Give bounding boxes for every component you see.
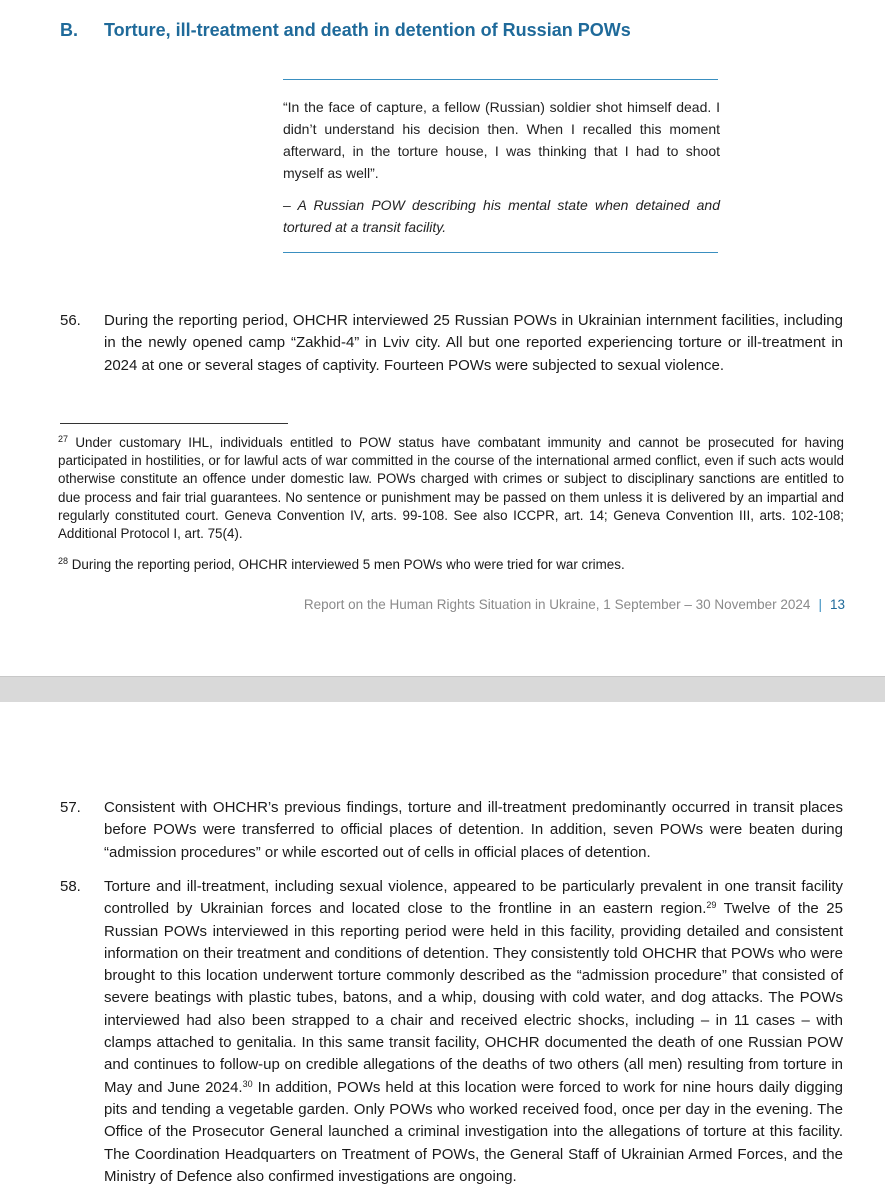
paragraph-57	[60, 797, 843, 864]
pull-quote-attribution: – A Russian POW describing his mental state when detained and tortured at a transit facility.	[283, 197, 720, 235]
quote-top-rule	[283, 79, 718, 80]
footer-separator: |	[818, 597, 822, 612]
paragraph-text	[104, 876, 843, 1188]
page-footer	[270, 597, 845, 612]
footnote-text: Under customary IHL, individuals entitled to POW status have combatant immunity and cannot be prosecuted for having participated in hostilities, or for lawful acts of war committed in the course of the international armed conflict, even if such acts would otherwise constitute an offence under domestic law. POWs charged with crimes or subject to disciplinary sanctions are entitled to due process and fair trial guarantees. No sentence or punishment may be passed on them unless it is delivered by an impartial and regularly constituted court. Geneva Convention IV, arts. 99-108. See also ICCPR, art. 14; Geneva Convention III, arts. 102-108; Additional Protocol I, art. 75(4).	[58, 435, 844, 542]
footnote-marker: 27	[58, 434, 69, 444]
footnote-27	[58, 434, 844, 543]
footnote-separator	[60, 423, 288, 424]
document-page-14	[0, 702, 885, 1200]
paragraph-58	[60, 876, 843, 1188]
page-number: 13	[829, 597, 845, 612]
paragraph-text-part: In addition, POWs held at this location were forced to work for nine hours daily digging pits and tending a vegetable garden. Only POWs who worked received food, once per day in the evening. The Office of the Prosecutor General launched a criminal investigation into the allegations of torture at this facility. The Coordination Headquarters on Treatment of POWs, the General Staff of Ukrainian Armed Forces, and the Ministry of Defence also confirmed investigations are ongoing.	[104, 1078, 843, 1185]
footnote-reference-29[interactable]: 29	[706, 900, 717, 911]
section-number: B.	[60, 20, 78, 40]
footer-report-title: Report on the Human Rights Situation in Ukraine, 1 September – 30 November 2024	[303, 597, 811, 612]
paragraph-text-part: Twelve of the 25 Russian POWs interviewed in this reporting period were held in this facility, providing detailed and consistent information on their treatment and conditions of detention. They consistently told OHCHR that POWs who were brought to this location underwent torture commonly described as the “admission procedure” that consisted of severe beatings with plastic tubes, batons, and a whip, dousing with cold water, and dog attacks. The POWs interviewed had also been strapped to a chair and received electric shocks, including – in 11 cases – with clamps attached to genitalia. In this same transit facility, OHCHR documented the death of one Russian POW and continues to follow-up on credible allegations of the deaths of two others (all men) resulting from torture in May and June 2024.	[104, 900, 843, 1096]
paragraph-text: Consistent with OHCHR’s previous findings, torture and ill-treatment predominantly occurred in transit places before POWs were transferred to official places of detention. In addition, seven POWs were beaten during “admission procedures” or while escorted out of cells in official places of detention.	[104, 799, 843, 861]
quote-bottom-rule	[283, 252, 718, 253]
paragraph-number: 58.	[60, 878, 81, 895]
paragraph-number: 56.	[60, 312, 81, 329]
page-gap	[0, 676, 885, 704]
footnote-28	[58, 556, 844, 574]
section-title: Torture, ill-treatment and death in detention of Russian POWs	[104, 20, 631, 40]
section-heading	[60, 20, 631, 41]
paragraph-56	[60, 310, 843, 377]
footnote-marker: 28	[58, 556, 69, 566]
paragraph-number: 57.	[60, 799, 81, 816]
pull-quote-text: “In the face of capture, a fellow (Russian) soldier shot himself dead. I didn’t understand his decision then. When I recalled this moment afterward, in the torture house, I was thinking that I had to shoot myself as well”.	[283, 99, 720, 181]
paragraph-text-part: Torture and ill-treatment, including sexual violence, appeared to be particularly prevalent in one transit facility controlled by Ukrainian forces and located close to the frontline in an eastern region.	[104, 878, 843, 918]
footnote-text: During the reporting period, OHCHR interviewed 5 men POWs who were tried for war crimes.	[68, 557, 625, 572]
footnote-reference-30[interactable]: 30	[242, 1078, 253, 1089]
paragraph-text: During the reporting period, OHCHR interviewed 25 Russian POWs in Ukrainian internment facilities, including in the newly opened camp “Zakhid-4” in Lviv city. All but one reported experiencing torture or ill-treatment in 2024 at one or several stages of captivity. Fourteen POWs were subjected to sexual violence.	[104, 312, 843, 374]
